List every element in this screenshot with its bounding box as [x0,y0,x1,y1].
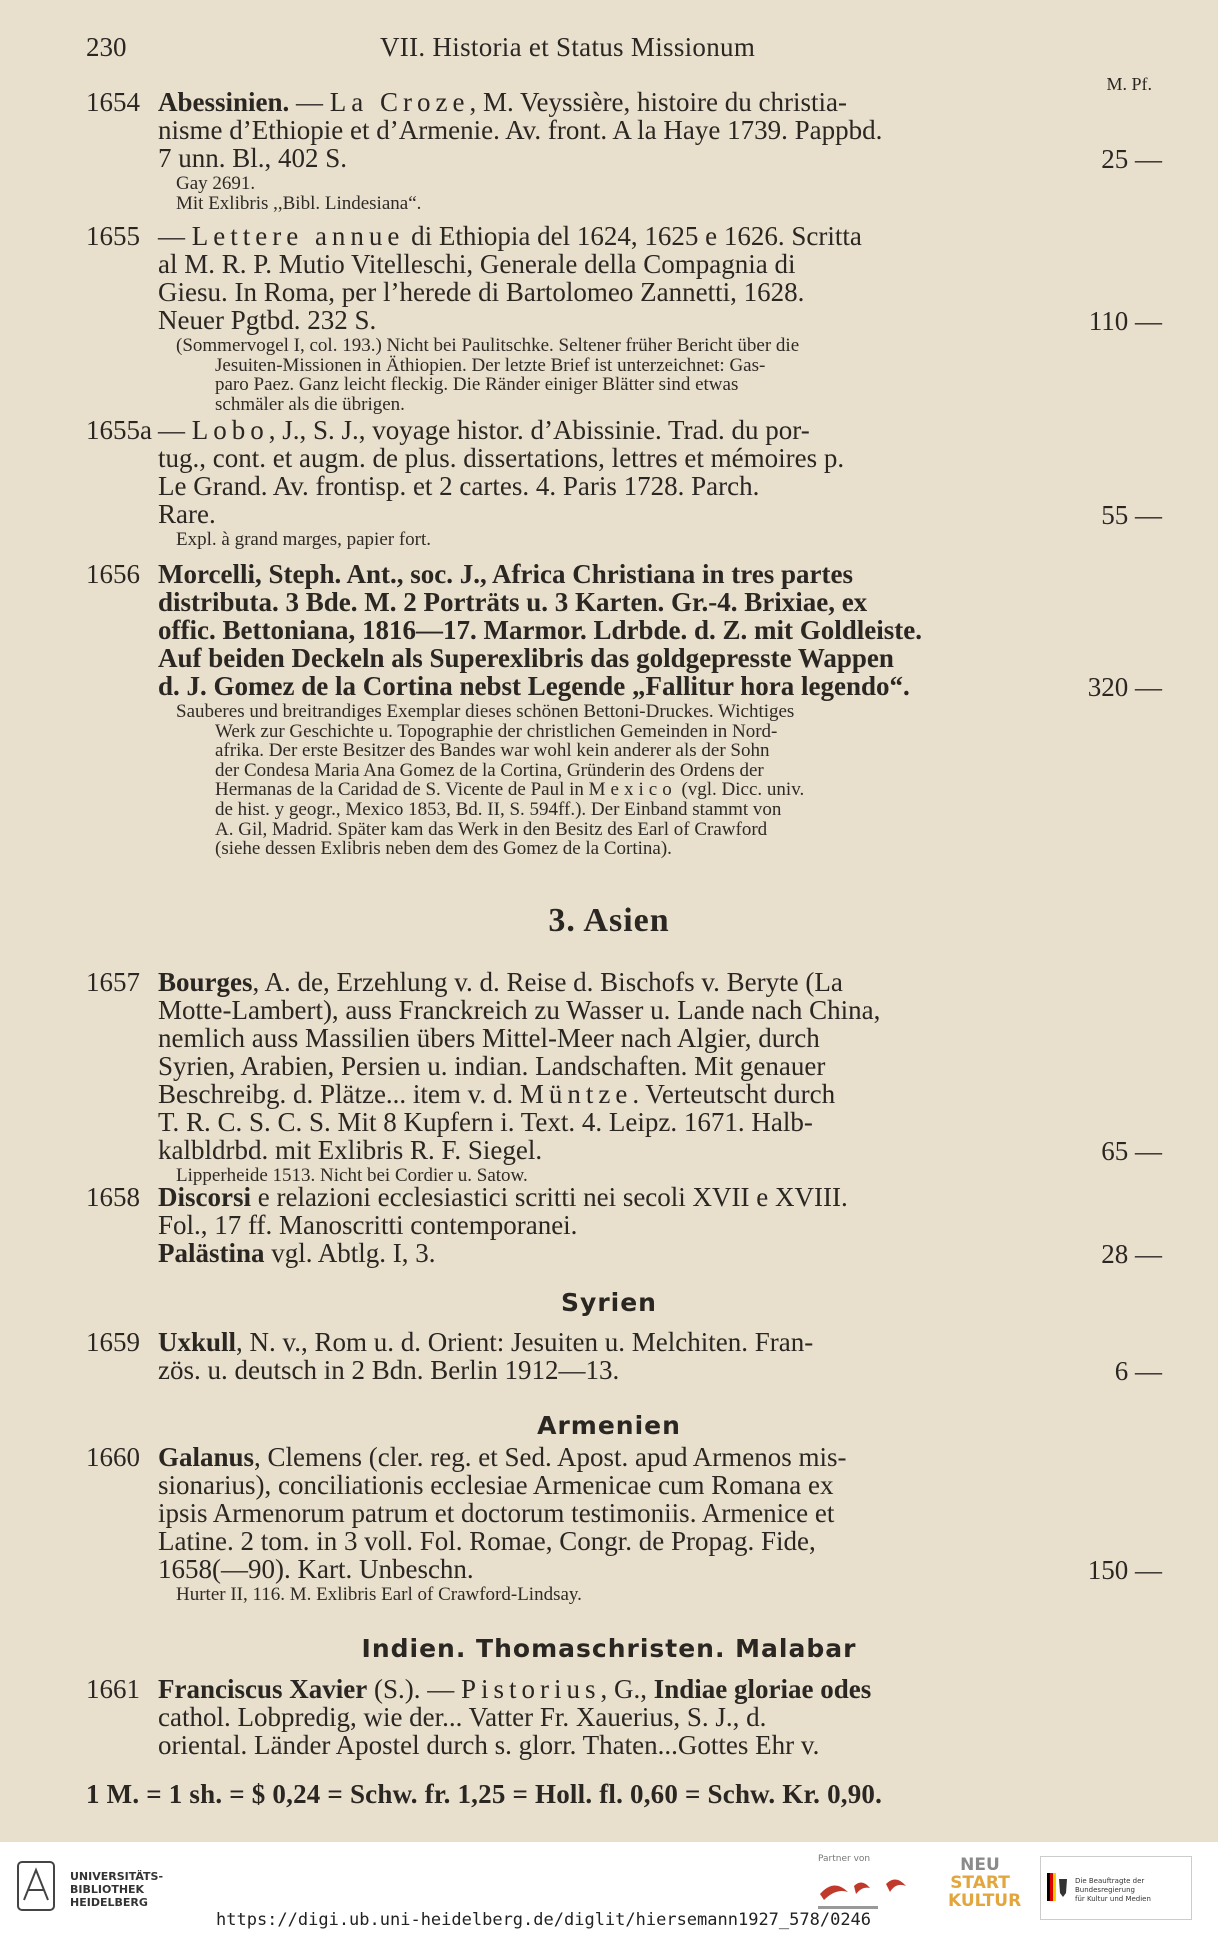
entry-price: 320 — [1087,672,1162,702]
running-title: VII. Historia et Status Missionum [380,32,756,62]
partner-label: Partner von [818,1854,871,1864]
entry-price: 6 — [1114,1356,1162,1386]
entry-price: 28 — [1101,1239,1162,1269]
entry-description: Uxkull, N. v., Rom u. d. Orient: Jesuiten u. Melchiten. Fran- zös. u. deutsch in 2 Bdn. Berlin 1912—13. [158,1327,814,1385]
price-column-header: M. Pf. [1106,74,1152,94]
neustart-kultur-logo: NEU START KULTUR [948,1855,1022,1911]
section-heading-armenien: Armenien [537,1411,681,1440]
entry-number: 1656 [86,559,140,589]
entry-description: Galanus, Clemens (cler. reg. et Sed. Apost. apud Armenos mis- sionarius), conciliationis ecclesiae Armenicae cum Romana ex ipsis Armenorum patrum et doctorum testimoniis. Armenice et Latine. 2 tom. in 3 voll. Fol. Romae, Congr. de Propag. Fide, 1658(—90). Kart. Unbeschn. [158,1442,847,1584]
entry-description: — Lettere annue di Ethiopia del 1624, 1625 e 1626. Scritta al M. R. P. Mutio Vitelleschi, Generale della Compagnia di Giesu. In Roma, per l’herede di Bartolomeo Zannetti, 1628. Neuer Pgtbd. 232 S. [158,221,862,335]
entry-note: Hurter II, 116. M. Exlibris Earl of Crawford-Lindsay. [176,1584,582,1605]
entry-price: 65 — [1101,1136,1162,1166]
entry-price: 150 — [1087,1555,1162,1585]
entry-number: 1659 [86,1327,140,1357]
entry-number: 1655 [86,221,140,251]
entry-number: 1661 [86,1674,140,1704]
entry-description: Abessinien. — La Croze, M. Veyssière, histoire du christia- nisme d’Ethiopie et d’Armenie. Av. front. A la Haye 1739. Pappbd. 7 unn. Bl., 402 S. [158,87,883,173]
entry-note: (Sommervogel I, col. 193.) Nicht bei Paulitschke. Seltener früher Bericht über die Jesuiten-Missionen in Äthiopien. Der letzte Brief ist unterzeichnet: Gas- paro Paez. Ganz leicht fleckig. Die Ränder einiger Blätter sind etwas schmäler als die übrigen. [176,335,800,415]
page-number: 230 [86,32,127,62]
section-heading-syrien: Syrien [561,1288,657,1317]
entry-number: 1660 [86,1442,140,1472]
entry-note: Lipperheide 1513. Nicht bei Cordier u. Satow. [176,1165,528,1186]
entry-price: 110 — [1088,306,1162,336]
entry-number: 1654 [86,87,140,117]
entry-description: Bourges, A. de, Erzehlung v. d. Reise d. Bischofs v. Beryte (La Motte-Lambert), auss Franckreich zu Wasser u. Lande nach China, nemlich auss Massilien übers Mittel-Meer nach Algier, durch Syrien, Arabien, Persien u. indian. Landschaften. Mit genauer Beschreibg. d. Plätze... item v. d. Müntze. Verteutscht durch T. R. C. S. C. S. Mit 8 Kupfern i. Text. 4. Leipz. 1671. Halb- kalbldrbd. mit Exlibris R. F. Siegel. [158,967,881,1165]
entry-description: Discorsi e relazioni ecclesiastici scritti nei secoli XVII e XVIII. Fol., 17 ff. Manoscritti contemporanei. Palästina vgl. Abtlg. I, 3. [158,1182,848,1268]
university-library-seal-icon [16,1860,56,1912]
entry-note: Gay 2691. Mit Exlibris ,,Bibl. Lindesiana“. [176,173,422,214]
permalink-url[interactable]: https://digi.ub.uni-heidelberg.de/diglit/hiersemann1927_578/0246 [216,1910,872,1930]
currency-conversion-line: 1 M. = 1 sh. = $ 0,24 = Schw. fr. 1,25 = Holl. fl. 0,60 = Schw. Kr. 0,90. [86,1779,883,1809]
entry-number: 1655a [86,415,152,445]
entry-number: 1657 [86,967,140,997]
section-heading-asien: 3. Asien [548,902,670,939]
entry-price: 25 — [1101,144,1162,174]
entry-description: Franciscus Xavier (S.). — Pistorius, G., Indiae gloriae odes cathol. Lobpredig, wie der... Vatter Fr. Xauerius, S. J., d. oriental. Länder Apostel durch s. glorr. Thaten...Gottes Ehr v. [158,1674,872,1760]
partner-bird-logos-icon [814,1866,914,1916]
bkm-text: Die Beauftragte der Bundesregierung für Kultur und Medien [1075,1877,1151,1903]
entry-note: Expl. à grand marges, papier fort. [176,529,432,550]
entry-price: 55 — [1101,500,1162,530]
entry-note: Sauberes und breitrandiges Exemplar dieses schönen Bettoni-Druckes. Wichtiges Werk zur Geschichte u. Topographie der christlichen Gemeinden in Nord- afrika. Der erste Besitzer des Bandes war wohl kein anderer als der Sohn der Condesa Maria Ana Gomez de la Cortina, Gründerin des Ordens der Hermanas de la Caridad de S. Vicente de Paul in Mexico (vgl. Dicc. univ. de hist. y geogr., Mexico 1853, Bd. II, S. 594ff.). Der Einband stammt von A. Gil, Madrid. Später kam das Werk in den Besitz des Earl of Crawford (siehe dessen Exlibris neben dem des Gomez de la Cortina). [176,701,805,860]
library-name: UNIVERSITÄTS- BIBLIOTHEK HEIDELBERG [70,1870,164,1909]
bkm-logo [1040,1856,1192,1920]
federal-eagle-icon [1047,1873,1069,1901]
section-heading-indien: Indien. Thomaschristen. Malabar [361,1634,857,1663]
entry-description: — Lobo, J., S. J., voyage histor. d’Abissinie. Trad. du por- tug., cont. et augm. de plus. dissertations, lettres et mémoires p. Le Grand. Av. frontisp. et 2 cartes. 4. Paris 1728. Parch. Rare. [158,415,845,529]
entry-number: 1658 [86,1182,140,1212]
digitization-banner [0,1842,1218,1934]
entry-description: Morcelli, Steph. Ant., soc. J., Africa Christiana in tres partes distributa. 3 Bde. M. 2 Porträts u. 3 Karten. Gr.-4. Brixiae, ex offic. Bettoniana, 1816—17. Marmor. Ldrbde. d. Z. mit Goldleiste. Auf beiden Deckeln als Superexlibris das goldgepresste Wappen d. J. Gomez de la Cortina nebst Legende „Fallitur hora legendo“. [158,559,922,701]
